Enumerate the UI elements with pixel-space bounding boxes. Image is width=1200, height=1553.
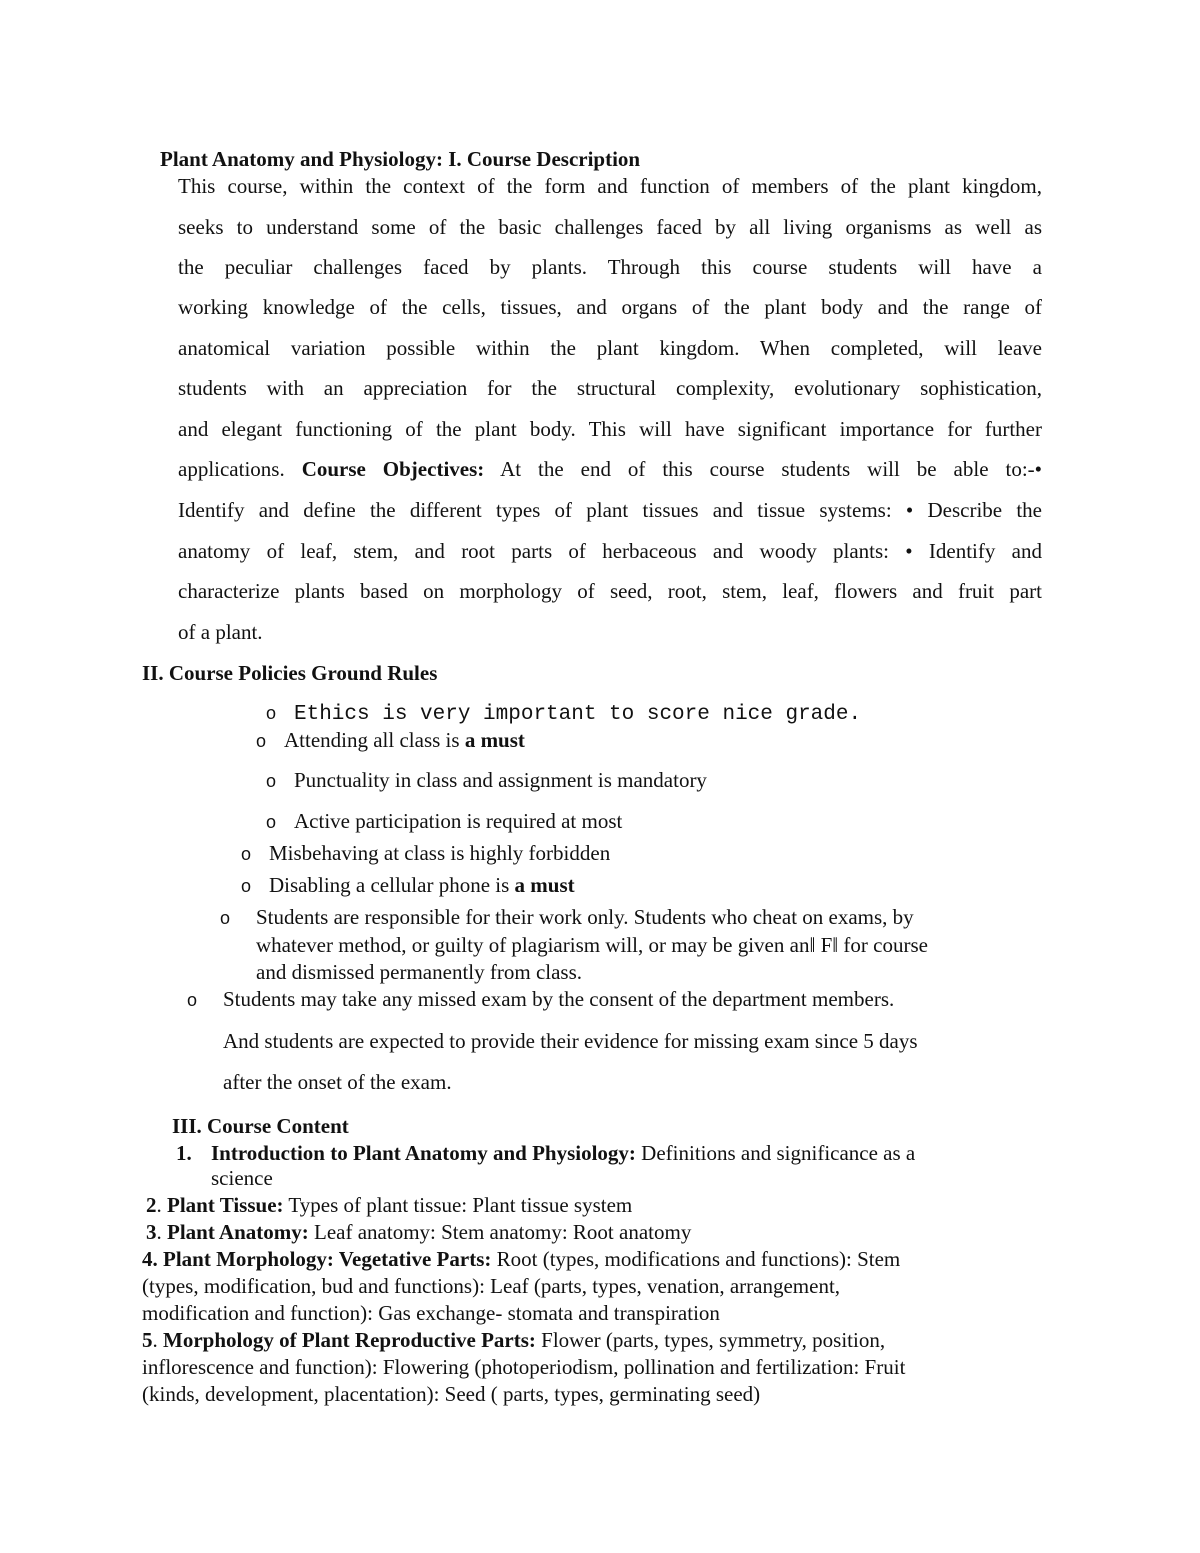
item-text: Flower (parts, types, symmetry, position, xyxy=(535,1328,886,1352)
rule-text: Disabling a cellular phone is xyxy=(269,873,515,897)
bullet-icon: o xyxy=(220,908,231,928)
list-item xyxy=(142,1246,900,1272)
rule-text: Students are responsible for their work only. Students who cheat on exams, by xyxy=(256,905,914,929)
list-item xyxy=(266,699,861,728)
item-title: Plant Anatomy: xyxy=(167,1220,309,1244)
list-item: 3. Plant Anatomy: Leaf anatomy: Stem anatomy: Root anatomy xyxy=(146,1220,692,1244)
bullet-icon: o xyxy=(256,731,267,751)
item-text: Leaf anatomy: Stem anatomy: Root anatomy xyxy=(308,1220,692,1244)
list-item xyxy=(266,808,622,835)
item-title: Morphology of Plant Reproductive Parts: xyxy=(163,1328,536,1352)
paragraph-line: seeks to understand some of the basic challenges faced by all living organisms as well as xyxy=(178,215,1042,239)
list-item xyxy=(241,872,575,899)
rule-text: Punctuality in class and assignment is mandatory xyxy=(294,768,707,792)
list-item xyxy=(241,840,610,867)
item-number: 1. xyxy=(176,1141,192,1165)
list-item xyxy=(187,986,894,1013)
paragraph-line-objectives xyxy=(178,456,1042,482)
rule-emphasis: a must xyxy=(514,873,575,897)
course-objectives-label: Course Objectives: xyxy=(301,457,485,481)
list-item xyxy=(266,767,707,794)
paragraph-line: Identify and define the different types of plant tissues and tissue systems: • Describe the xyxy=(178,498,1042,522)
item-text-continued: science xyxy=(211,1166,273,1190)
text: applications. xyxy=(178,457,285,481)
bullet-icon: o xyxy=(241,844,252,864)
rule-text-continued: and dismissed permanently from class. xyxy=(256,960,583,984)
paragraph-line: and elegant functioning of the plant body. This will have significant importance for further xyxy=(178,417,1042,441)
list-item xyxy=(176,1140,915,1166)
rule-text: Students may take any missed exam by the consent of the department members. xyxy=(223,987,895,1011)
paragraph-line: students with an appreciation for the structural complexity, evolutionary sophistication, xyxy=(178,376,1042,400)
bullet-icon: o xyxy=(241,876,252,896)
bullet-icon: o xyxy=(266,703,277,723)
item-text-continued: (types, modification, bud and functions): Leaf (parts, types, venation, arrangement, xyxy=(142,1274,841,1298)
item-text: Types of plant tissue: Plant tissue system xyxy=(283,1193,633,1217)
course-content-heading: III. Course Content xyxy=(172,1114,349,1138)
item-text-continued: (kinds, development, placentation): Seed ( parts, types, germinating seed) xyxy=(142,1382,761,1406)
item-text-continued: modification and function): Gas exchange- stomata and transpiration xyxy=(142,1301,720,1325)
paragraph-line: This course, within the context of the form and function of members of the plant kingdom, xyxy=(178,174,1042,198)
paragraph-line: the peculiar challenges faced by plants. Through this course students will have a xyxy=(178,255,1042,279)
list-item xyxy=(256,727,525,754)
rule-emphasis: a must xyxy=(464,728,525,752)
list-item xyxy=(220,904,914,931)
bullet-icon: o xyxy=(187,990,198,1010)
paragraph-line: anatomy of leaf, stem, and root parts of herbaceous and woody plants: • Identify and xyxy=(178,539,1042,563)
item-text-continued: inflorescence and function): Flowering (photoperiodism, pollination and fertilization: Fruit xyxy=(142,1355,906,1379)
rule-text: Active participation is required at most xyxy=(294,809,623,833)
rule-text-continued: whatever method, or guilty of plagiarism will, or may be given an‖ F‖ for course xyxy=(256,933,928,957)
paragraph-line: characterize plants based on morphology of seed, root, stem, leaf, flowers and fruit part xyxy=(178,579,1042,603)
rule-text: Ethics is very important to score nice grade. xyxy=(294,703,862,726)
rule-text: Misbehaving at class is highly forbidden xyxy=(269,841,611,865)
item-number: 2 xyxy=(146,1193,157,1217)
rule-text-continued: after the onset of the exam. xyxy=(223,1070,452,1094)
bullet-icon: o xyxy=(266,812,277,832)
item-number: 5 xyxy=(142,1328,153,1352)
item-title: 4. Plant Morphology: Vegetative Parts: xyxy=(142,1247,492,1271)
bullet-icon: o xyxy=(266,771,277,791)
list-item: 2. Plant Tissue: Types of plant tissue: Plant tissue system xyxy=(146,1193,633,1217)
item-text: Root (types, modifications and functions): Stem xyxy=(491,1247,901,1271)
paragraph-line: of a plant. xyxy=(178,620,263,644)
list-item: 5. Morphology of Plant Reproductive Parts: Flower (parts, types, symmetry, position, xyxy=(142,1328,886,1352)
course-description-heading: Plant Anatomy and Physiology: I. Course Description xyxy=(160,147,641,171)
item-title: Introduction to Plant Anatomy and Physiology: xyxy=(211,1141,636,1165)
item-title: Plant Tissue: xyxy=(167,1193,284,1217)
text: At the end of this course students will be able to:-• xyxy=(500,457,1043,481)
item-text: Definitions and significance as a xyxy=(635,1141,916,1165)
item-number: 3 xyxy=(146,1220,157,1244)
rule-text: Attending all class is xyxy=(284,728,465,752)
rule-text-continued: And students are expected to provide their evidence for missing exam since 5 days xyxy=(223,1029,918,1053)
paragraph-line: anatomical variation possible within the plant kingdom. When completed, will leave xyxy=(178,336,1042,360)
paragraph-line: working knowledge of the cells, tissues, and organs of the plant body and the range of xyxy=(178,295,1042,319)
course-policies-heading: II. Course Policies Ground Rules xyxy=(142,661,438,685)
